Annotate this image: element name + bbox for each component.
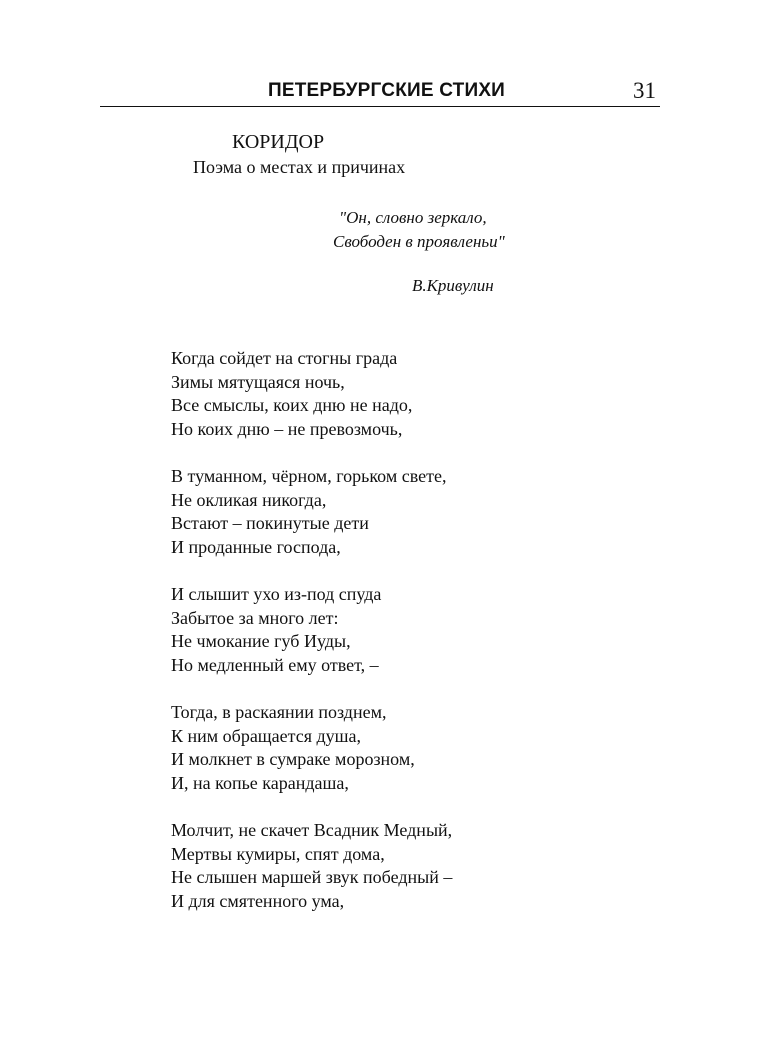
verse-line: Не окликая никогда, [171, 489, 327, 510]
verse-line: И проданные господа, [171, 536, 341, 557]
poem-body [171, 347, 591, 937]
verse-line: Но медленный ему ответ, – [171, 654, 379, 675]
verse-line: Не чмокание губ Иуды, [171, 631, 351, 651]
stanza [171, 701, 591, 795]
running-header [100, 80, 660, 107]
epigraph [333, 206, 505, 254]
verse-line: Мертвы кумиры, спят дома, [171, 843, 385, 864]
verse-line: Но коих дню – не превозмочь, [171, 418, 403, 439]
epigraph-line: Свободен в проявленьи" [333, 232, 505, 251]
epigraph-author: В.Кривулин [412, 276, 494, 295]
poem-title: КОРИДОР [232, 131, 325, 153]
verse-line: И молкнет в сумраке морозном, [171, 749, 415, 769]
stanza [171, 465, 591, 559]
verse-line: К ним обращается душа, [171, 725, 362, 746]
verse-line: Все смыслы, коих дню не надо, [171, 395, 413, 415]
epigraph-line: "Он, словно зеркало, [339, 208, 487, 227]
stanza [171, 819, 591, 913]
verse-line: Молчит, не скачет Всадник Медный, [171, 820, 453, 840]
verse-line: И, на копье карандаша, [171, 772, 349, 793]
poem-subtitle: Поэма о местах и причинах [193, 157, 406, 177]
verse-line: Когда сойдет на стогны града [171, 348, 398, 368]
verse-line: Зимы мятущаяся ночь, [171, 371, 345, 392]
stanza [171, 583, 591, 677]
page-number: 31 [633, 78, 656, 103]
running-title: ПЕТЕРБУРГСКИЕ СТИХИ [268, 80, 506, 101]
verse-line: Встают – покинутые дети [171, 513, 369, 533]
verse-line: Забытое за много лет: [171, 607, 339, 628]
verse-line: И слышит ухо из-под спуда [171, 584, 382, 604]
verse-line: Тогда, в раскаянии позднем, [171, 702, 387, 722]
verse-line: Не слышен маршей звук победный – [171, 867, 453, 887]
verse-line: И для смятенного ума, [171, 890, 345, 911]
stanza [171, 347, 591, 441]
verse-line: В туманном, чёрном, горьком свете, [171, 466, 447, 486]
